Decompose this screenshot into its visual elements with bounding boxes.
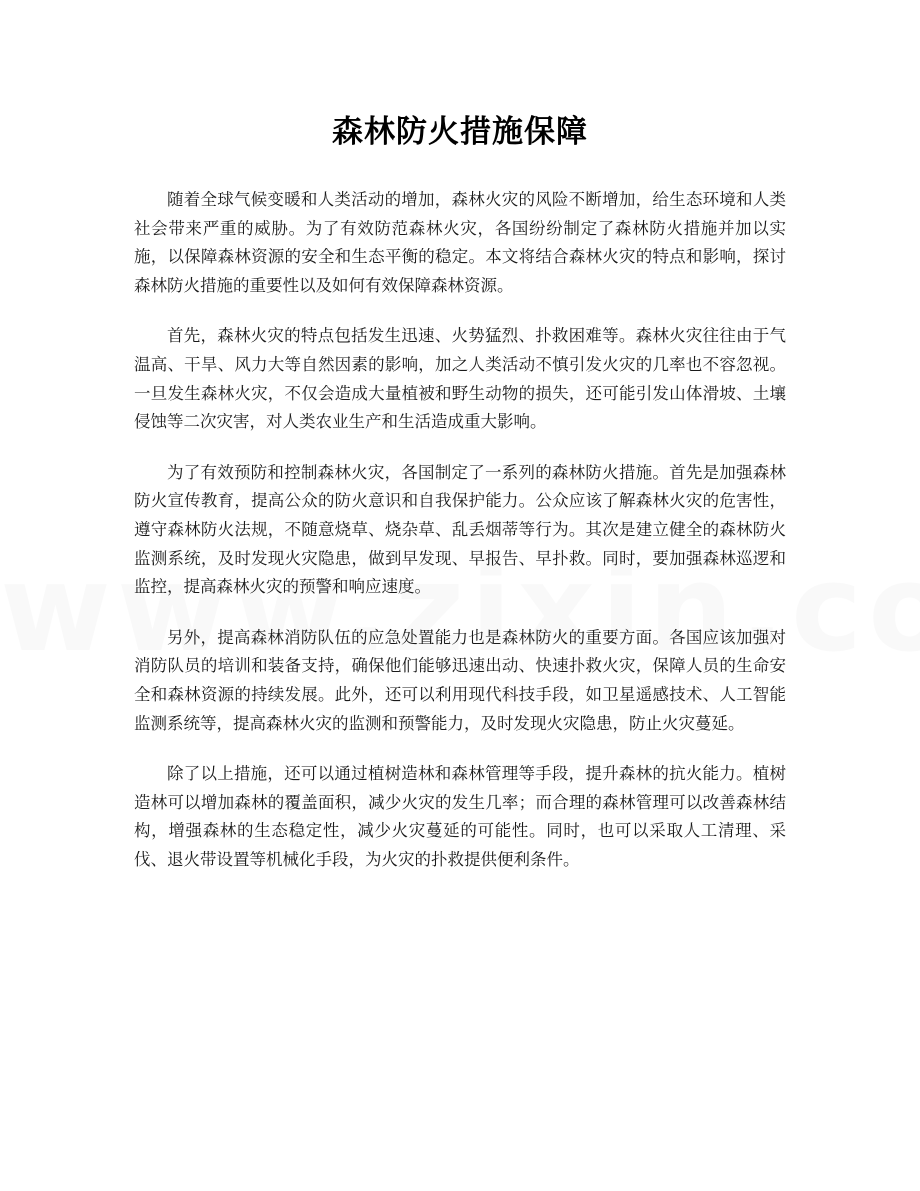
document-title: 森林防火措施保障 bbox=[332, 114, 588, 150]
paragraph: 随着全球气候变暖和人类活动的增加，森林火灾的风险不断增加，给生态环境和人类社会带来严重的威胁。为了有效防范森林火灾，各国纷纷制定了森林防火措施并加以实施，以保障森林资源的安全和生态平衡的稳定。本文将结合森林火灾的特点和影响，探讨森林防火措施的重要性以及如何有效保障森林资源。 bbox=[134, 190, 786, 295]
document-body bbox=[134, 186, 786, 896]
paragraph: 除了以上措施，还可以通过植树造林和森林管理等手段，提升森林的抗火能力。植树造林可以增加森林的覆盖面积，减少火灾的发生几率；而合理的森林管理可以改善森林结构，增强森林的生态稳定性，减少火灾蔓延的可能性。同时，也可以采取人工清理、采伐、退火带设置等机械化手段，为火灾的扑救提供便利条件。 bbox=[134, 764, 786, 869]
paragraph: 为了有效预防和控制森林火灾，各国制定了一系列的森林防火措施。首先是加强森林防火宣传教育，提高公众的防火意识和自我保护能力。公众应该了解森林火灾的危害性，遵守森林防火法规，不随意烧草、烧杂草、乱丢烟蒂等行为。其次是建立健全的森林防火监测系统，及时发现火灾隐患，做到早发现、早报告、早扑救。同时，要加强森林巡逻和监控，提高森林火灾的预警和响应速度。 bbox=[134, 462, 786, 597]
paragraph: 另外，提高森林消防队伍的应急处置能力也是森林防火的重要方面。各国应该加强对消防队员的培训和装备支持，确保他们能够迅速出动、快速扑救火灾，保障人员的生命安全和森林资源的持续发展。此外，还可以利用现代科技手段，如卫星遥感技术、人工智能监测系统等，提高森林火灾的监测和预警能力，及时发现火灾隐患，防止火灾蔓延。 bbox=[134, 627, 786, 733]
paragraph: 首先，森林火灾的特点包括发生迅速、火势猛烈、扑救困难等。森林火灾往往由于气温高、干旱、风力大等自然因素的影响，加之人类活动不慎引发火灾的几率也不容忽视。一旦发生森林火灾，不仅会造成大量植被和野生动物的损失，还可能引发山体滑坡、土壤侵蚀等二次灾害，对人类农业生产和生活造成重大影响。 bbox=[134, 326, 786, 432]
